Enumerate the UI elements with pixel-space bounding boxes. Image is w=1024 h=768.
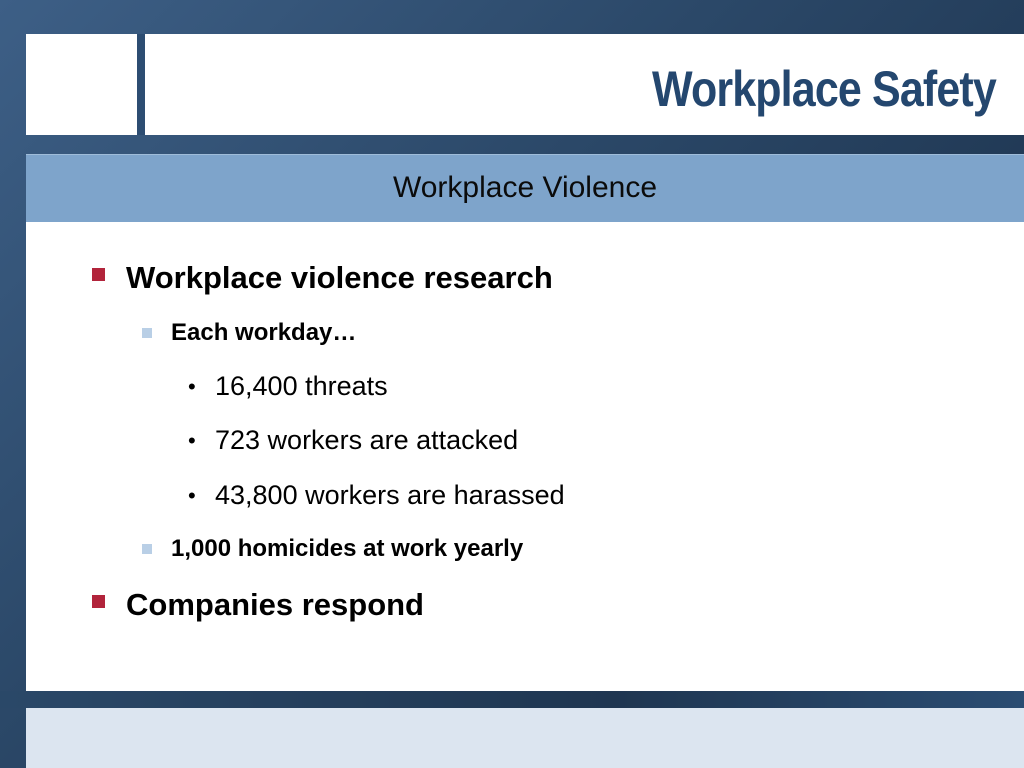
- bullet-square-icon: [142, 328, 152, 338]
- bullet-dot-icon: •: [188, 483, 196, 508]
- bullet-item-level3: 16,400 threats: [215, 371, 388, 401]
- bullet-dot-icon: •: [188, 428, 196, 453]
- slide-title: Workplace Safety: [652, 61, 996, 117]
- header-divider: [137, 34, 145, 135]
- bullet-square-icon: [92, 595, 105, 608]
- bullet-item-level1: Companies respond: [126, 587, 424, 622]
- bullet-item-level1: Workplace violence research: [126, 260, 553, 295]
- bullet-item-level3: 723 workers are attacked: [215, 425, 519, 455]
- bullet-square-icon: [92, 268, 105, 281]
- bullet-dot-icon: •: [188, 374, 196, 399]
- footer-band: [0, 691, 1024, 708]
- bullet-item-level2: Each workday…: [171, 319, 357, 346]
- slide-subtitle: Workplace Violence: [392, 171, 658, 204]
- bullet-item-level3: 43,800 workers are harassed: [215, 480, 565, 510]
- footer-panel: [26, 708, 1024, 768]
- content-area: [26, 222, 1024, 691]
- bullet-square-icon: [142, 544, 152, 554]
- bullet-item-level2: 1,000 homicides at work yearly: [171, 535, 524, 562]
